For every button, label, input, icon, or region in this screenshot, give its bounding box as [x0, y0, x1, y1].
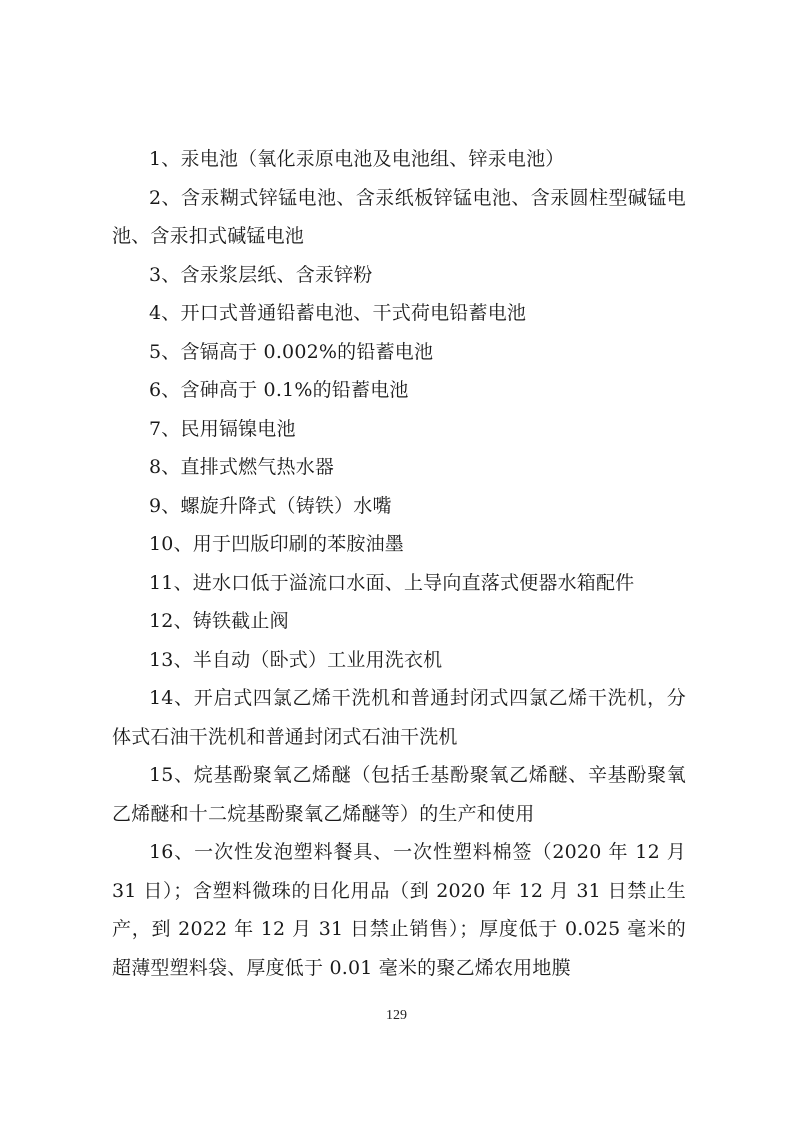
list-item-12: 12、铸铁截止阀 — [149, 610, 289, 632]
document-body — [112, 140, 686, 987]
list-item-16: 16、一次性发泡塑料餐具、一次性塑料棉签（2020 年 12 月 31 日）；含塑料微珠的日化用品（到 2020 年 12 月 31 日禁止生产，到 2022 年 12 月 31 日禁止销售）；厚度低于 0.025 毫米的超薄型塑料袋、厚度低于 0.01 毫米的聚乙烯农用地膜 — [112, 841, 686, 979]
list-item-8: 8、直排式燃气热水器 — [149, 456, 335, 478]
list-item-9: 9、螺旋升降式（铸铁）水嘴 — [149, 494, 392, 517]
list-item-7: 7、民用镉镍电池 — [149, 417, 296, 440]
list-item-10: 10、用于凹版印刷的苯胺油墨 — [149, 533, 404, 555]
list-item-4: 4、开口式普通铅蓄电池、干式荷电铅蓄电池 — [149, 302, 527, 324]
list-item-1: 1、汞电池（氧化汞原电池及电池组、锌汞电池） — [149, 148, 565, 170]
list-item-3: 3、含汞浆层纸、含汞锌粉 — [149, 263, 373, 286]
list-item-13: 13、半自动（卧式）工业用洗衣机 — [149, 648, 443, 671]
list-item-14: 14、开启式四氯乙烯干洗机和普通封闭式四氯乙烯干洗机，分体式石油干洗机和普通封闭式石油干洗机 — [112, 687, 686, 748]
list-item-15: 15、烷基酚聚氧乙烯醚（包括壬基酚聚氧乙烯醚、辛基酚聚氧乙烯醚和十二烷基酚聚氧乙烯醚等）的生产和使用 — [112, 764, 686, 825]
list-item-2: 2、含汞糊式锌锰电池、含汞纸板锌锰电池、含汞圆柱型碱锰电池、含汞扣式碱锰电池 — [112, 186, 686, 247]
page-number: 129 — [386, 1008, 407, 1023]
list-item-5: 5、含镉高于 0.002%的铅蓄电池 — [149, 340, 434, 363]
list-item-11: 11、进水口低于溢流口水面、上导向直落式便器水箱配件 — [149, 571, 635, 594]
list-item-6: 6、含砷高于 0.1%的铅蓄电池 — [149, 379, 409, 401]
